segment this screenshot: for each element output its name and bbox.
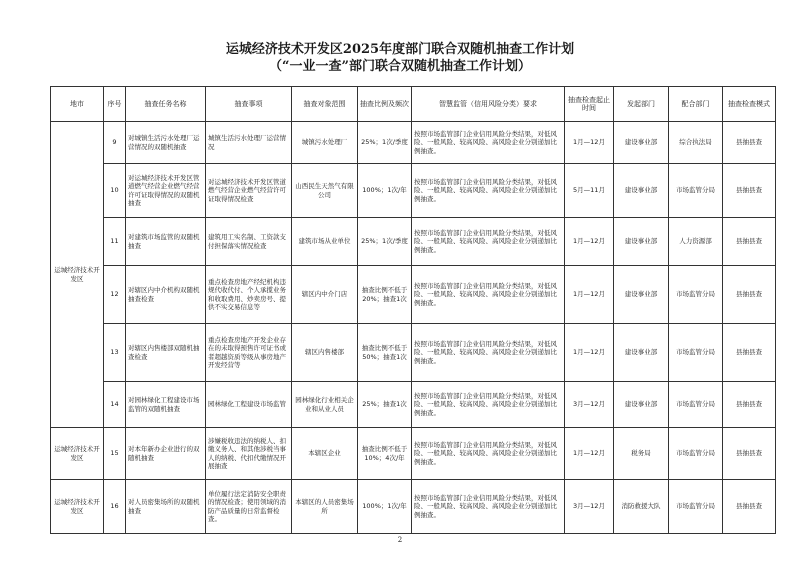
item-cell: 重点检查房地产开发企业存在的未取得预售许可证书或者超越资质等级从事房地产开发经营等 — [206, 324, 292, 382]
table-row — [51, 122, 776, 164]
object-cell: 建筑市场从业单位 — [292, 218, 358, 266]
requirement-cell: 按照市场监管部门企业信用风险分类结果，对低风险、一般风险、较高风险、高风险企业分别递加比例抽查。 — [412, 218, 565, 266]
object-cell: 园林绿化行业相关企业和从业人员 — [292, 382, 358, 428]
cooperator-cell: 人力资源部 — [669, 218, 723, 266]
cooperator-cell: 市场监管分局 — [669, 480, 723, 534]
mode-cell: 县抽县查 — [723, 480, 776, 534]
item-cell: 城镇生活污水处理厂运营情况 — [206, 122, 292, 164]
seq-cell: 14 — [104, 382, 126, 428]
requirement-cell: 按照市场监管部门企业信用风险分类结果，对低风险、一般风险、较高风险、高风险企业分别递加比例抽查。 — [412, 324, 565, 382]
requirement-cell: 按照市场监管部门企业信用风险分类结果，对低风险、一般风险、较高风险、高风险企业分别递加比例抽查。 — [412, 164, 565, 218]
page-number: 2 — [397, 536, 403, 544]
cooperator-cell: 市场监管分局 — [669, 428, 723, 480]
seq-cell: 13 — [104, 324, 126, 382]
task-cell: 对辖区内中介机构双随机抽查检查 — [126, 266, 206, 324]
initiator-cell: 消防救援大队 — [614, 480, 669, 534]
cooperator-cell: 市场监管分局 — [669, 324, 723, 382]
seq-cell: 16 — [104, 480, 126, 534]
seq-cell: 15 — [104, 428, 126, 480]
object-cell: 山西民生天然气有限公司 — [292, 164, 358, 218]
inspection-plan-table — [50, 86, 776, 534]
item-cell: 涉嫌税收违法的纳税人、扣缴义务人、和其他涉税当事人的纳税、代扣代缴情况开展抽查 — [206, 428, 292, 480]
ratio-cell: 100%；1次/年 — [358, 164, 412, 218]
table-row — [51, 164, 776, 218]
initiator-cell: 建设事业部 — [614, 266, 669, 324]
table-header-row — [51, 87, 776, 122]
ratio-cell: 25%；1次/季度 — [358, 122, 412, 164]
time-cell: 1月—12月 — [565, 428, 614, 480]
initiator-cell: 建设事业部 — [614, 164, 669, 218]
time-cell: 1月—12月 — [565, 324, 614, 382]
ratio-cell: 抽查比例不低于50%；抽查1次 — [358, 324, 412, 382]
item-cell: 对运城经济技术开发区管道燃气经营企业燃气经营许可证取得情况检查 — [206, 164, 292, 218]
region-cell: 运城经济技术开发区 — [51, 122, 104, 428]
time-cell: 1月—12月 — [565, 266, 614, 324]
item-cell: 单位履行法定消防安全职责的情况检查；使用领域的消防产品质量的日常监督检查。 — [206, 480, 292, 534]
ratio-cell: 抽查比例不低于20%；抽查1次 — [358, 266, 412, 324]
mode-cell: 县抽县查 — [723, 382, 776, 428]
header-ratio: 抽查比例及频次 — [358, 87, 412, 122]
object-cell: 辖区内中介门店 — [292, 266, 358, 324]
table-row — [51, 324, 776, 382]
mode-cell: 县抽县查 — [723, 324, 776, 382]
header-time: 抽查检查起止时间 — [565, 87, 614, 122]
ratio-cell: 100%；1次/年 — [358, 480, 412, 534]
initiator-cell: 税务局 — [614, 428, 669, 480]
seq-cell: 10 — [104, 164, 126, 218]
initiator-cell: 建设事业部 — [614, 218, 669, 266]
region-cell: 运城经济技术开发区 — [51, 428, 104, 480]
region-cell: 运城经济技术开发区 — [51, 480, 104, 534]
mode-cell: 县抽县查 — [723, 428, 776, 480]
header-item: 抽查事项 — [206, 87, 292, 122]
time-cell: 1月—12月 — [565, 122, 614, 164]
header-requirement: 智慧监管（信用风险分类）要求 — [412, 87, 565, 122]
table-row — [51, 382, 776, 428]
header-region: 地市 — [51, 87, 104, 122]
document-title: 运城经济技术开发区2025年度部门联合双随机抽查工作计划 — [225, 42, 575, 57]
ratio-cell: 抽查比例不低于10%；4次/年 — [358, 428, 412, 480]
cooperator-cell: 市场监管分局 — [669, 266, 723, 324]
task-cell: 对城镇生活污水处理厂运营情况的双随机抽查 — [126, 122, 206, 164]
task-cell: 对运城经济技术开发区管道燃气经营企业燃气经营许可证取得情况的双随机抽查 — [126, 164, 206, 218]
cooperator-cell: 市场监管分局 — [669, 382, 723, 428]
time-cell: 5月—11月 — [565, 164, 614, 218]
seq-cell: 9 — [104, 122, 126, 164]
task-cell: 对园林绿化工程建设市场监管的双随机抽查 — [126, 382, 206, 428]
header-cooperator: 配合部门 — [669, 87, 723, 122]
table-row — [51, 480, 776, 534]
initiator-cell: 建设事业部 — [614, 122, 669, 164]
ratio-cell: 25%；1次/季度 — [358, 218, 412, 266]
object-cell: 城镇污水处理厂 — [292, 122, 358, 164]
requirement-cell: 按照市场监管部门企业信用风险分类结果，对低风险、一般风险、较高风险、高风险企业分别递加比例抽查。 — [412, 428, 565, 480]
mode-cell: 县抽县查 — [723, 164, 776, 218]
time-cell: 3月—12月 — [565, 480, 614, 534]
cooperator-cell: 综合执法局 — [669, 122, 723, 164]
mode-cell: 县抽县查 — [723, 122, 776, 164]
mode-cell: 县抽县查 — [723, 266, 776, 324]
object-cell: 辖区内售楼部 — [292, 324, 358, 382]
header-seq: 序号 — [104, 87, 126, 122]
seq-cell: 11 — [104, 218, 126, 266]
mode-cell: 县抽县查 — [723, 218, 776, 266]
table-row — [51, 218, 776, 266]
header-task: 抽查任务名称 — [126, 87, 206, 122]
requirement-cell: 按照市场监管部门企业信用风险分类结果，对低风险、一般风险、较高风险、高风险企业分别递加比例抽查。 — [412, 480, 565, 534]
object-cell: 本辖区企业 — [292, 428, 358, 480]
seq-cell: 12 — [104, 266, 126, 324]
header-object: 抽查对象范围 — [292, 87, 358, 122]
cooperator-cell: 市场监管分局 — [669, 164, 723, 218]
item-cell: 园林绿化工程建设市场监管 — [206, 382, 292, 428]
requirement-cell: 按照市场监管部门企业信用风险分类结果，对低风险、一般风险、较高风险、高风险企业分别递加比例抽查。 — [412, 266, 565, 324]
header-initiator: 发起部门 — [614, 87, 669, 122]
document-subtitle: （“一业一查”部门联合双随机抽查工作计划） — [269, 59, 531, 74]
item-cell: 重点检查房地产经纪机构违规代收代付、个人承揽业务和收取费用、炒卖房号、提供不实交易信息等 — [206, 266, 292, 324]
time-cell: 3月—12月 — [565, 382, 614, 428]
requirement-cell: 按照市场监管部门企业信用风险分类结果，对低风险、一般风险、较高风险、高风险企业分别递加比例抽查。 — [412, 382, 565, 428]
task-cell: 对人员密集场所的双随机抽查 — [126, 480, 206, 534]
ratio-cell: 25%；抽查1次 — [358, 382, 412, 428]
header-mode: 抽查检查模式 — [723, 87, 776, 122]
initiator-cell: 建设事业部 — [614, 382, 669, 428]
task-cell: 对本年新办企业进行的双随机抽查 — [126, 428, 206, 480]
requirement-cell: 按照市场监管部门企业信用风险分类结果，对低风险、一般风险、较高风险、高风险企业分别递加比例抽查。 — [412, 122, 565, 164]
initiator-cell: 建设事业部 — [614, 324, 669, 382]
table-row — [51, 266, 776, 324]
time-cell: 1月—12月 — [565, 218, 614, 266]
task-cell: 对建筑市场监管的双随机抽查 — [126, 218, 206, 266]
object-cell: 本辖区的人员密集场所 — [292, 480, 358, 534]
item-cell: 建筑用工实名制、工资款支付担保落实情况检查 — [206, 218, 292, 266]
task-cell: 对辖区内售楼部双随机抽查检查 — [126, 324, 206, 382]
table-row — [51, 428, 776, 480]
